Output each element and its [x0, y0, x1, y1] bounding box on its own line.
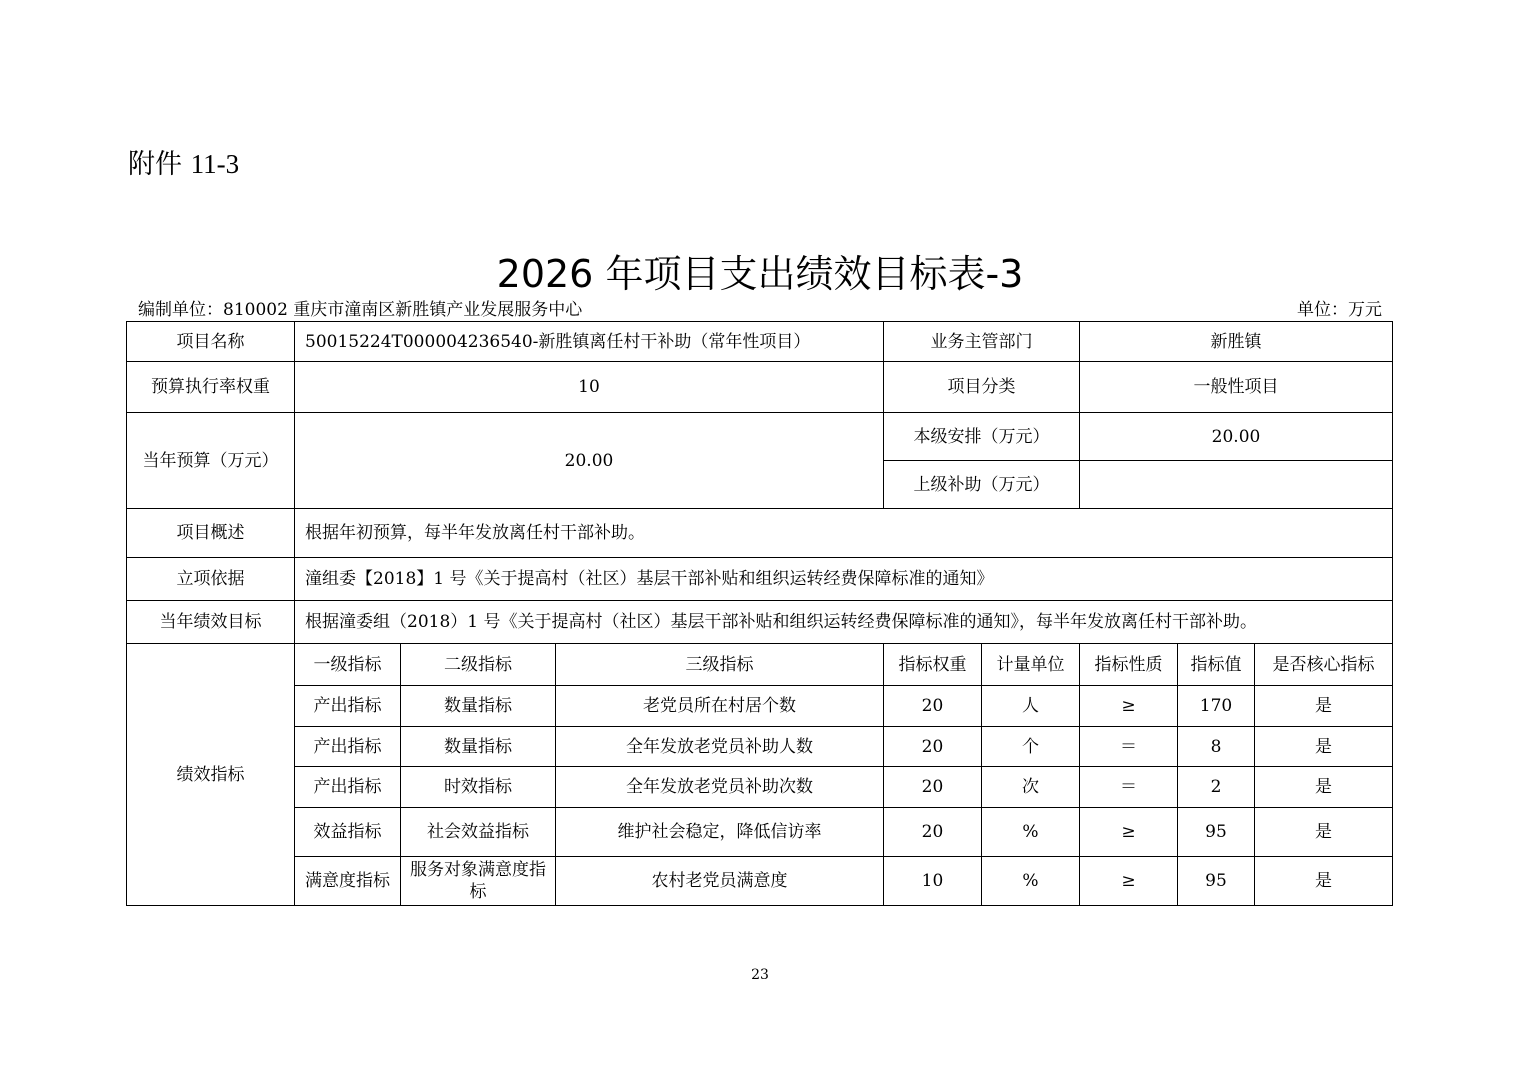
dept-value: 新胜镇 — [1080, 322, 1393, 362]
local-budget-label: 本级安排（万元） — [884, 413, 1080, 461]
row-weight: 20 — [884, 686, 982, 727]
table-row — [127, 857, 1393, 906]
indicators-section-label: 绩效指标 — [127, 644, 295, 906]
row-nature: ≥ — [1080, 686, 1178, 727]
dept-label: 业务主管部门 — [884, 322, 1080, 362]
row-nature: ≥ — [1080, 857, 1178, 906]
category-label: 项目分类 — [884, 362, 1080, 413]
currency-unit: 单位：万元 — [1297, 300, 1382, 320]
weight-label: 预算执行率权重 — [127, 362, 295, 413]
row-core: 是 — [1255, 767, 1393, 808]
goal-value: 根据潼委组（2018）1 号《关于提高村（社区）基层干部补贴和组织运转经费保障标准的通知》，每半年发放离任村干部补助。 — [295, 601, 1393, 644]
basis-value: 潼组委【2018】1 号《关于提高村（社区）基层干部补贴和组织运转经费保障标准的通知》 — [295, 558, 1393, 601]
row-level2: 社会效益指标 — [401, 808, 556, 857]
attachment-label — [128, 142, 239, 181]
superior-budget-value — [1080, 461, 1393, 509]
row-unit: 人 — [982, 686, 1080, 727]
row-core: 是 — [1255, 727, 1393, 767]
row-level3: 农村老党员满意度 — [556, 857, 884, 906]
category-value: 一般性项目 — [1080, 362, 1393, 413]
header-level1: 一级指标 — [295, 644, 401, 686]
row-core: 是 — [1255, 857, 1393, 906]
row-nature: ＝ — [1080, 727, 1178, 767]
budget-label: 当年预算（万元） — [127, 413, 295, 509]
row-level1: 满意度指标 — [295, 857, 401, 906]
page-title: 2026 年项目支出绩效目标表-3 — [496, 252, 1024, 296]
table-row — [127, 727, 1393, 767]
row-level3: 老党员所在村居个数 — [556, 686, 884, 727]
row-level2: 服务对象满意度指标 — [401, 857, 556, 906]
row-level3: 全年发放老党员补助人数 — [556, 727, 884, 767]
goal-row — [127, 601, 1393, 644]
row-level1: 效益指标 — [295, 808, 401, 857]
table-row — [127, 767, 1393, 808]
table-row — [127, 808, 1393, 857]
row-value: 8 — [1178, 727, 1255, 767]
attachment-text: 附件 — [128, 149, 182, 180]
row-weight: 20 — [884, 767, 982, 808]
row-level3: 维护社会稳定，降低信访率 — [556, 808, 884, 857]
row-weight: 20 — [884, 808, 982, 857]
row-weight: 10 — [884, 857, 982, 906]
row-level1: 产出指标 — [295, 686, 401, 727]
indicator-header-row — [127, 644, 1393, 686]
row-core: 是 — [1255, 686, 1393, 727]
row-weight: 20 — [884, 727, 982, 767]
row-level3: 全年发放老党员补助次数 — [556, 767, 884, 808]
header-level3: 三级指标 — [556, 644, 884, 686]
row-level1: 产出指标 — [295, 767, 401, 808]
table-row — [127, 686, 1393, 727]
row-nature: ≥ — [1080, 808, 1178, 857]
project-name-value: 50015224T000004236540-新胜镇离任村干补助（常年性项目） — [295, 322, 884, 362]
basis-row — [127, 558, 1393, 601]
local-budget-value: 20.00 — [1080, 413, 1393, 461]
overview-row — [127, 509, 1393, 558]
header-weight: 指标权重 — [884, 644, 982, 686]
header-level2: 二级指标 — [401, 644, 556, 686]
row-level2: 数量指标 — [401, 727, 556, 767]
compiling-unit: 编制单位：810002 重庆市潼南区新胜镇产业发展服务中心 — [138, 300, 583, 320]
row-value: 95 — [1178, 857, 1255, 906]
overview-label: 项目概述 — [127, 509, 295, 558]
weight-row — [127, 362, 1393, 413]
budget-row-1 — [127, 413, 1393, 461]
row-level1: 产出指标 — [295, 727, 401, 767]
page-number: 23 — [751, 967, 769, 983]
row-level2: 数量指标 — [401, 686, 556, 727]
row-value: 2 — [1178, 767, 1255, 808]
header-nature: 指标性质 — [1080, 644, 1178, 686]
superior-budget-label: 上级补助（万元） — [884, 461, 1080, 509]
row-value: 95 — [1178, 808, 1255, 857]
project-name-label: 项目名称 — [127, 322, 295, 362]
goal-label: 当年绩效目标 — [127, 601, 295, 644]
performance-target-table — [126, 321, 1393, 906]
row-unit: % — [982, 808, 1080, 857]
row-nature: ＝ — [1080, 767, 1178, 808]
attachment-number: 11-3 — [190, 149, 240, 179]
header-unit: 计量单位 — [982, 644, 1080, 686]
budget-value: 20.00 — [295, 413, 884, 509]
row-core: 是 — [1255, 808, 1393, 857]
row-unit: 个 — [982, 727, 1080, 767]
row-unit: % — [982, 857, 1080, 906]
overview-value: 根据年初预算，每半年发放离任村干部补助。 — [295, 509, 1393, 558]
row-value: 170 — [1178, 686, 1255, 727]
row-unit: 次 — [982, 767, 1080, 808]
project-name-row — [127, 322, 1393, 362]
basis-label: 立项依据 — [127, 558, 295, 601]
header-core: 是否核心指标 — [1255, 644, 1393, 686]
header-value: 指标值 — [1178, 644, 1255, 686]
row-level2: 时效指标 — [401, 767, 556, 808]
weight-value: 10 — [295, 362, 884, 413]
